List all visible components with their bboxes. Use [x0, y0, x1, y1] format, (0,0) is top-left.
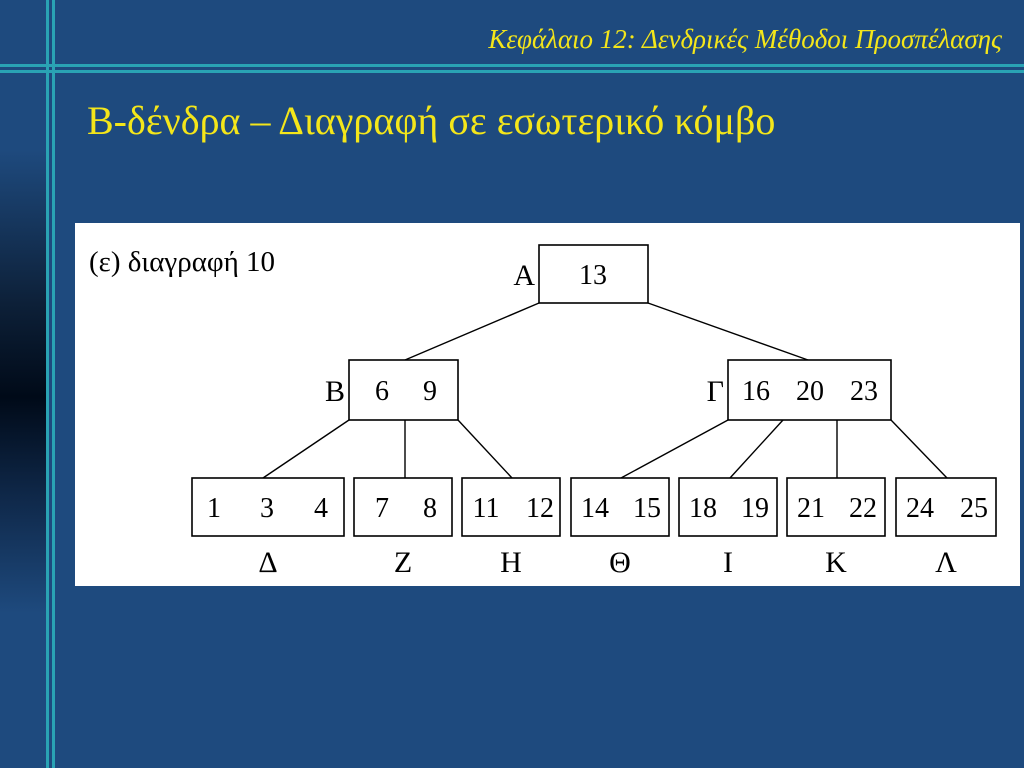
tree-edge-g-l: [891, 420, 947, 478]
tree-node-z: [354, 478, 452, 579]
horizontal-rule: [0, 70, 1024, 73]
tree-edge-b-h: [458, 420, 512, 478]
tree-node-h: [462, 478, 560, 579]
slide-title: B-δένδρα – Διαγραφή σε εσωτερικό κόμβο: [87, 98, 776, 143]
tree-edge-a-g: [648, 303, 808, 360]
btree-figure: [75, 223, 1020, 586]
node-label: I: [723, 546, 733, 579]
node-key: 18: [689, 493, 717, 524]
node-key: 12: [526, 493, 554, 524]
node-label: K: [825, 546, 847, 579]
node-key: 9: [423, 376, 437, 407]
btree-diagram: [75, 223, 1020, 586]
left-gradient-band: [0, 150, 46, 768]
node-label: Θ: [609, 546, 631, 579]
node-key: 7: [375, 493, 389, 524]
node-key: 22: [849, 493, 877, 524]
node-key: 23: [850, 376, 878, 407]
figure-caption: (ε) διαγραφή 10: [89, 246, 276, 278]
node-key: 21: [797, 493, 825, 524]
tree-node-d: [192, 478, 344, 579]
node-key: 16: [742, 376, 770, 407]
node-key: 15: [633, 493, 661, 524]
vertical-rule: [46, 0, 49, 768]
node-label: Δ: [258, 546, 278, 579]
tree-node-k: [787, 478, 885, 579]
node-key: 25: [960, 493, 988, 524]
tree-edge-g-th: [621, 420, 728, 478]
node-key: 20: [796, 376, 824, 407]
node-label: Γ: [706, 375, 724, 408]
node-key: 13: [579, 260, 607, 291]
node-key: 1: [207, 493, 221, 524]
tree-node-g: [707, 360, 891, 420]
node-key: 8: [423, 493, 437, 524]
chapter-header: Κεφάλαιο 12: Δενδρικές Μέθοδοι Προσπέλασης: [488, 24, 1002, 54]
node-label: B: [324, 375, 345, 408]
node-key: 6: [375, 376, 389, 407]
node-box: [349, 360, 458, 420]
node-label: A: [513, 259, 535, 292]
node-key: 14: [581, 493, 609, 524]
node-label: Λ: [935, 546, 957, 579]
tree-node-b: [325, 360, 458, 420]
tree-node-a: [513, 245, 648, 303]
node-key: 19: [741, 493, 769, 524]
tree-node-i: [679, 478, 777, 579]
tree-edge-a-b: [405, 303, 539, 360]
node-key: 3: [260, 493, 274, 524]
vertical-rule: [52, 0, 55, 768]
node-label: Z: [393, 546, 413, 579]
horizontal-rule: [0, 64, 1024, 67]
tree-edge-g-i: [730, 420, 783, 478]
node-key: 4: [314, 493, 328, 524]
node-key: 11: [472, 493, 500, 524]
tree-edge-b-d: [263, 420, 349, 478]
node-label: H: [500, 546, 522, 579]
tree-node-l: [896, 478, 996, 579]
tree-node-th: [571, 478, 669, 579]
node-key: 24: [906, 493, 934, 524]
node-box: [354, 478, 452, 536]
